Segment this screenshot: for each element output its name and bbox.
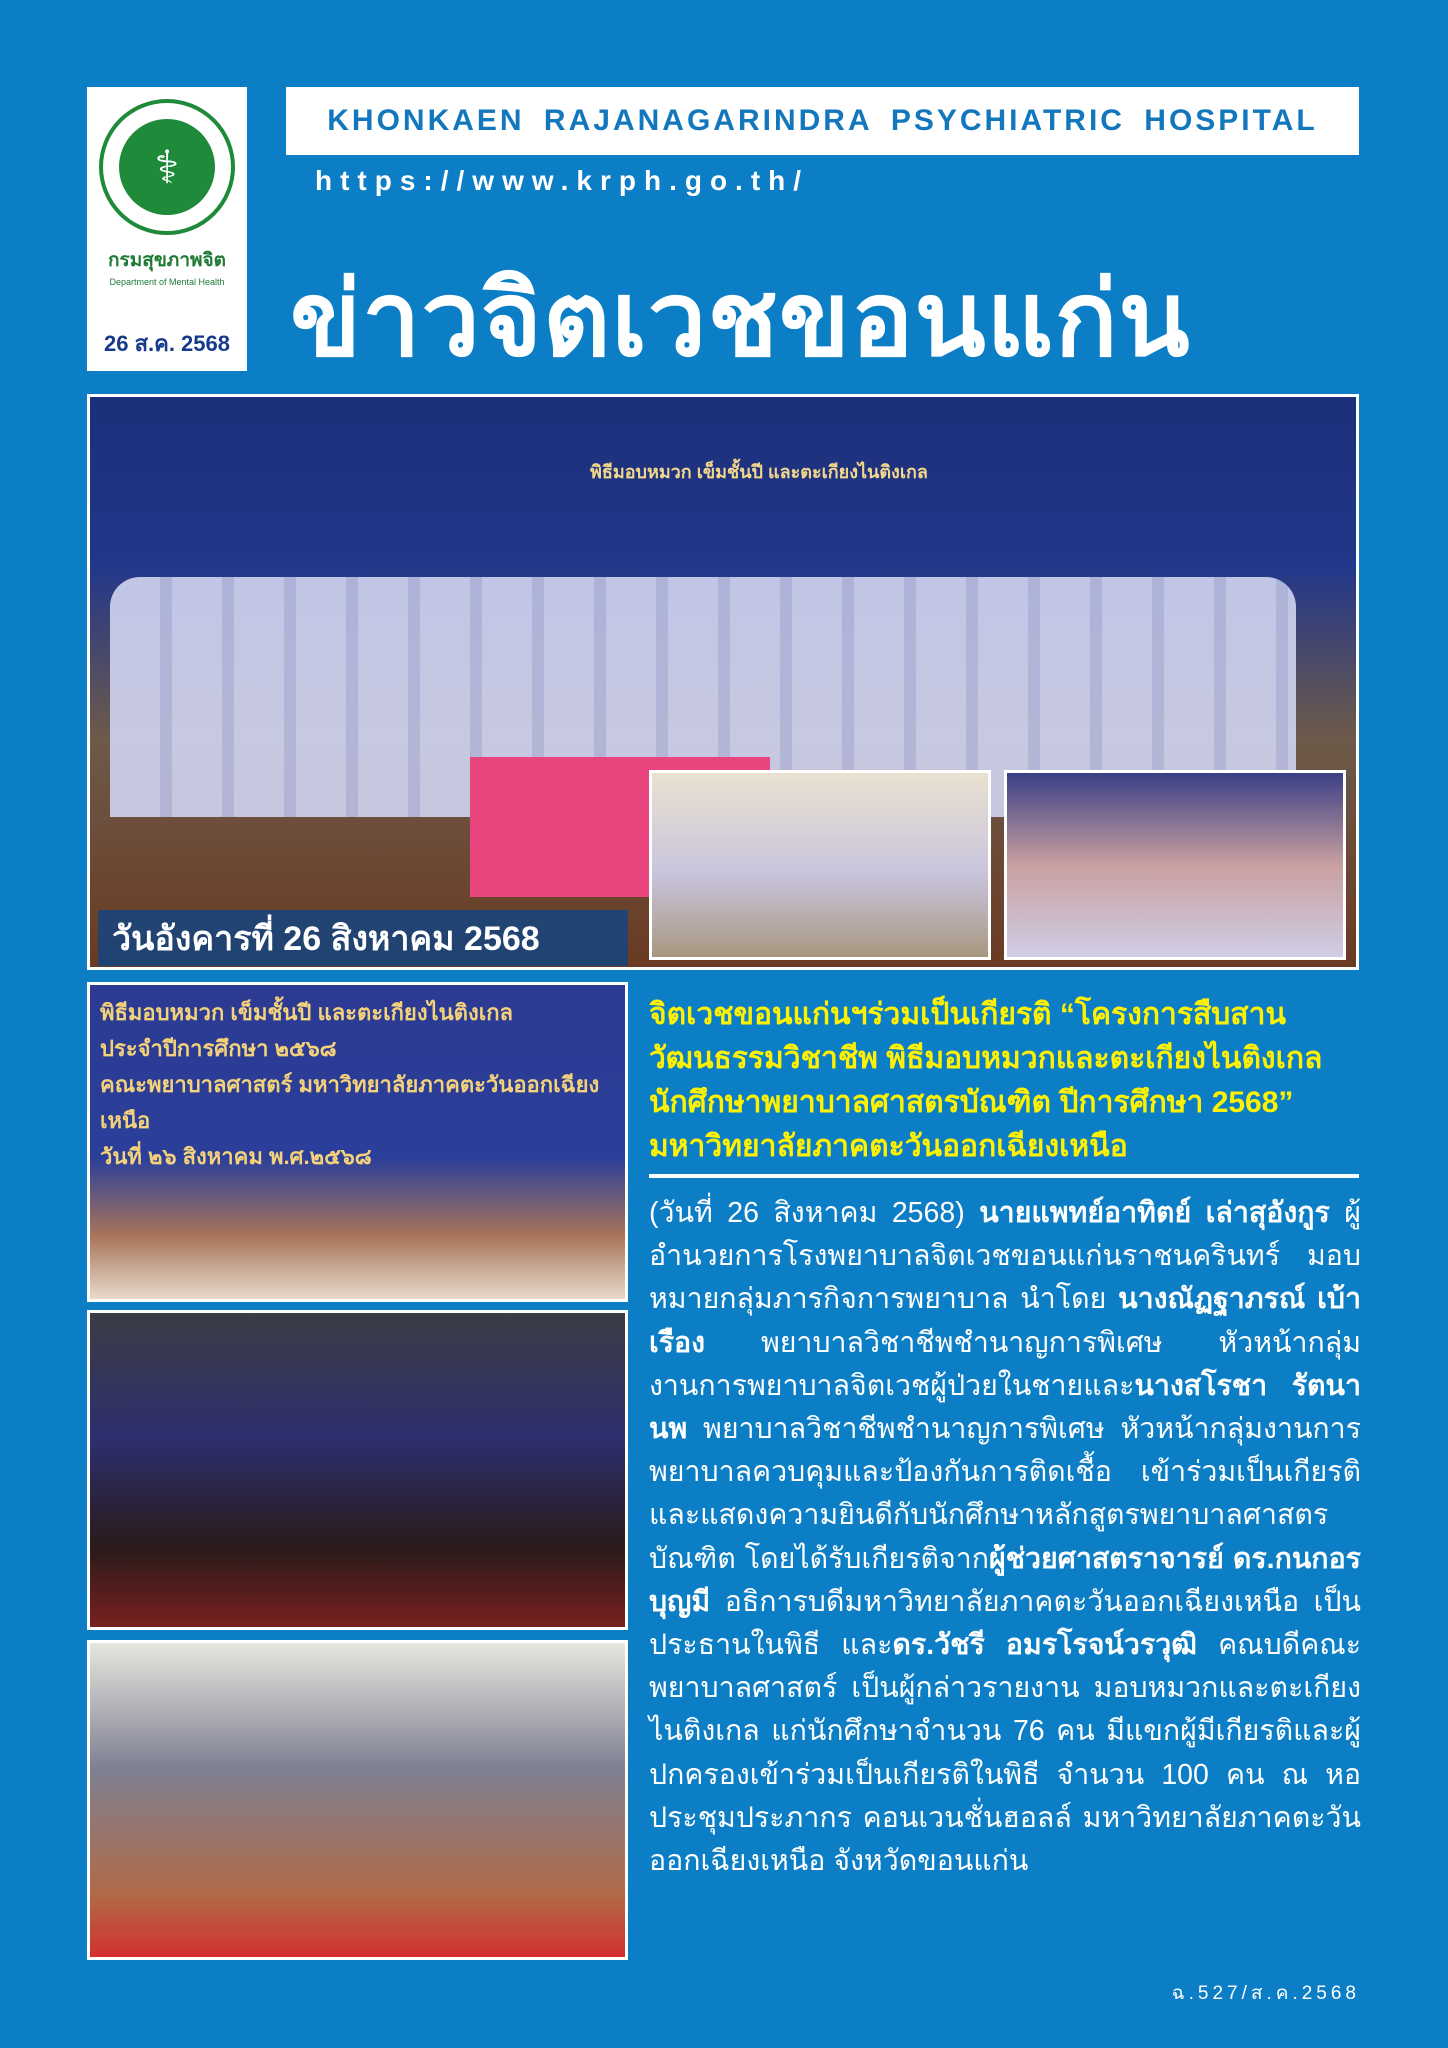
ministry-seal-logo [99, 99, 235, 235]
caduceus-icon: ⚕ [119, 119, 215, 215]
inset-photo-1 [649, 770, 991, 960]
person-name: นายแพทย์อาทิตย์ เล่าสุอังกูร [979, 1197, 1330, 1229]
stage-sign-line: คณะพยาบาลศาสตร์ มหาวิทยาลัยภาคตะวันออกเฉียงเหนือ [100, 1072, 600, 1133]
body-text: (วันที่ 26 สิงหาคม 2568) [649, 1197, 980, 1229]
student-procession-photo [87, 1640, 628, 1960]
stage-sign: พิธีมอบหมวก เข็มชั้นปี และตะเกียงไนติงเกล [590, 462, 928, 482]
body-text: พยาบาลวิชาชีพชำนาญการพิเศษ หัวหน้ากลุ่มงานการพยาบาลควบคุมและป้องกันการติดเชื้อ เข้าร่วมเป็นเกียรติ และแสดงความยินดีกับนักศึกษาหลักสูตรพยาบาลศาสตรบัณฑิต โดยได้รับเกียรติจาก [649, 1413, 1361, 1575]
stage-sign-line: พิธีมอบหมวก เข็มชั้นปี และตะเกียงไนติงเกล [100, 1000, 514, 1025]
article-headline: จิตเวชขอนแก่นฯร่วมเป็นเกียรติ “โครงการสืบสานวัฒนธรรมวิชาชีพ พิธีมอบหมวกและตะเกียงไนติงเกล นักศึกษาพยาบาลศาสตรบัณฑิต ปีการศึกษา 2568” มหาวิทยาลัยภาคตะวันออกเฉียงเหนือ [649, 998, 1323, 1163]
event-date-caption: วันอังคารที่ 26 สิงหาคม 2568 [98, 910, 628, 966]
body-text: อธิการบดีมหาวิทยาลัยภาคตะวันออกเฉียงเหนือ เป็นประธานในพิธี และ [649, 1585, 1361, 1662]
candle-ceremony-photo [87, 1310, 628, 1630]
person-name: ดร.วัชรี อมรโรจน์วรวุฒิ [892, 1629, 1197, 1662]
body-text: ผู้อำนวยการโรงพยาบาลจิตเวชขอนแก่นราชนครินทร์ มอบหมายกลุ่มภารกิจการพยาบาล นำโดย [649, 1197, 1362, 1316]
newsletter-title: ข่าวจิตเวชขอนแก่น [290, 262, 1191, 378]
inset-photo-2 [1004, 770, 1346, 960]
reference-number: ฉ.527/ส.ค.2568 [1171, 1983, 1360, 2004]
issue-date: 26 ส.ค. 2568 [103, 331, 230, 356]
headline-divider [649, 1174, 1359, 1178]
body-text: พยาบาลวิชาชีพชำนาญการพิเศษ หัวหน้ากลุ่มงานการพยาบาลจิตเวชผู้ป่วยในชายและ [649, 1326, 1361, 1402]
hospital-name-banner: KHONKAEN RAJANAGARINDRA PSYCHIATRIC HOSPITAL [286, 87, 1359, 155]
person-name: นางณัฏฐาภรณ์ เบ้าเรือง [649, 1283, 1361, 1359]
stage-sign-line: วันที่ ๒๖ สิงหาคม พ.ศ.๒๕๖๘ [100, 1144, 372, 1169]
stage-sign-line: ประจำปีการศึกษา ๒๕๖๘ [100, 1036, 337, 1061]
person-name: ผู้ช่วยศาสตราจารย์ ดร.กนกอร บุญมี [649, 1542, 1361, 1618]
article-body [649, 1192, 1361, 1883]
department-name-english: Department of Mental Health [109, 277, 225, 287]
person-name: นางสโรชา รัตนานพ [649, 1369, 1361, 1446]
website-url: https://www.krph.go.th/ [315, 165, 810, 196]
department-name-thai: กรมสุขภาพจิต [107, 250, 226, 271]
ministry-logo-panel [87, 87, 247, 371]
ceremony-stage-photo [87, 982, 628, 1302]
body-text: คณบดีคณะพยาบาลศาสตร์ เป็นผู้กล่าวรายงาน มอบหมวกและตะเกียงไนติงเกล แก่นักศึกษาจำนวน 76 คน มีแขกผู้มีเกียรติและผู้ปกครองเข้าร่วมเป็นเกียรติในพิธี จำนวน 100 คน ณ หอประชุมประภากร คอนเวนชั่นฮอลล์ มหาวิทยาลัยภาคตะวันออกเฉียงเหนือ จังหวัดขอนแก่น [649, 1629, 1362, 1878]
